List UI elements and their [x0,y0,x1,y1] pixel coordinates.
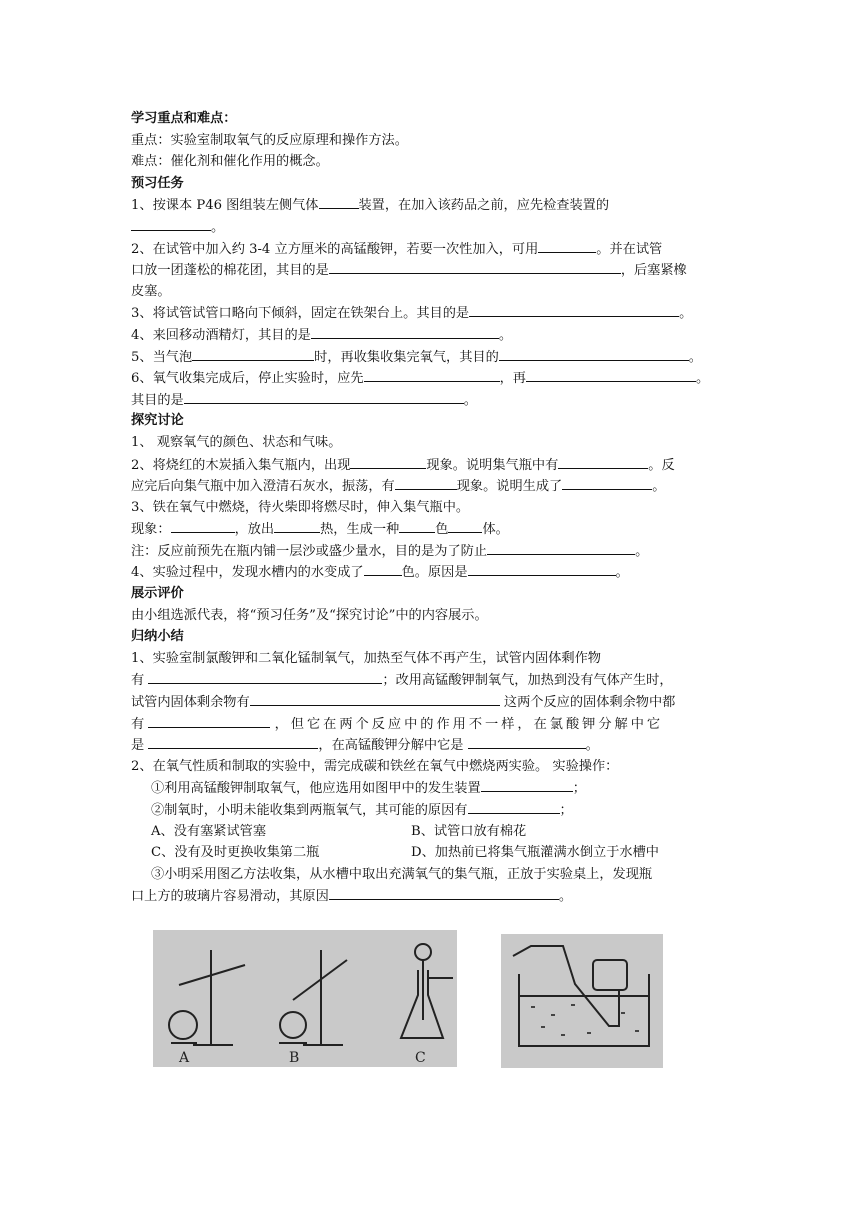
section-key-points: 学习重点和难点： [131,111,237,126]
water-trough-drawing [501,934,663,1068]
blank[interactable] [538,238,596,253]
discussion-1: 1、 观察氧气的颜色、状态和气味。 [131,434,342,450]
preview-2-cont: 口放一团蓬松的棉花团，其目的是 ，后塞紧橡 [131,259,731,281]
discussion-note: 注：反应前预先在瓶内铺一层沙或盛少量水，目的是为了防止 。 [131,540,731,562]
blank[interactable] [329,885,559,900]
summary-1: 1、实验室制氯酸钾和二氧化锰制氧气，加热至气体不再产生，试管内固体剩作物 [131,650,601,666]
blank[interactable] [468,799,560,814]
blank[interactable] [184,389,464,404]
preview-2-end: 皮塞。 [131,283,171,299]
summary-1-cont4: 是 ，在高锰酸钾分解中它是 。 [131,734,731,756]
blank[interactable] [558,454,648,469]
apparatus-drawing [153,930,457,1067]
evaluation-text: 由小组选派代表，将“预习任务”及“探究讨论”中的内容展示。 [131,607,488,623]
discussion-3-phenomenon: 现象： ，放出 热，生成一种 色 体。 [131,518,731,540]
blank[interactable] [399,518,435,533]
summary-2-q1: ①利用高锰酸钾制取氧气，他应选用如图甲中的发生装置 ； [131,777,731,799]
blank[interactable] [148,669,382,684]
difficulty-text: 难点：催化剂和催化作用的概念。 [131,154,329,170]
blank[interactable] [499,346,689,361]
blank[interactable] [481,777,573,792]
option-c[interactable]: C、没有及时更换收集第二瓶 [151,845,320,861]
blank[interactable] [274,518,320,533]
option-a[interactable]: A、没有塞紧试管塞 [151,823,267,839]
preview-6-cont: 其目的是 。 [131,389,731,411]
blank[interactable] [192,346,314,361]
section-discussion: 探究讨论 [131,413,184,429]
blank[interactable] [329,259,621,274]
blank[interactable] [468,734,586,749]
blank[interactable] [250,691,500,706]
preview-3: 3、将试管试管口略向下倾斜，固定在铁架台上。其目的是 。 [131,302,731,324]
summary-2-q2: ②制氧时，小明未能收集到两瓶氧气，其可能的原因有 ； [131,799,731,821]
summary-options-ab [131,821,731,843]
label-b: B [289,1050,300,1066]
section-preview: 预习任务 [131,175,184,191]
discussion-2: 2、将烧红的木炭插入集气瓶内，出现 现象。说明集气瓶中有 。反 [131,454,731,476]
blank[interactable] [395,475,457,490]
blank[interactable] [171,518,235,533]
label-a: A [179,1050,190,1066]
preview-5: 5、当气泡 时，再收集收集完氧气，其目的 。 [131,346,731,368]
discussion-2-cont: 应完后向集气瓶中加入澄清石灰水，振荡，有 现象。说明生成了 。 [131,475,731,497]
worksheet [131,108,731,907]
focus-text: 重点：实验室制取氧气的反应原理和操作方法。 [131,132,408,148]
blank[interactable] [562,475,652,490]
blank[interactable] [311,324,499,339]
blank[interactable] [148,713,270,728]
preview-1: 1、按课本 P46 图组装左侧气体 装置，在加入该药品之前，应先检查装置的 [131,194,731,216]
blank[interactable] [526,367,696,382]
blank[interactable] [364,367,500,382]
blank[interactable] [350,454,426,469]
section-summary: 归纳小结 [131,629,184,645]
label-c: C [415,1050,426,1066]
water-collection-figure [501,934,663,1068]
blank[interactable] [364,561,402,576]
summary-2: 2、在氧气性质和制取的实验中，需完成碳和铁丝在氧气中燃烧两实验。 实验操作： [131,758,619,774]
section-evaluation: 展示评价 [131,586,184,602]
option-b[interactable]: B、试管口放有棉花 [411,823,527,839]
summary-1-cont3: 有 ，但它在两个反应中的作用不一样，在氯酸钾分解中它 [131,713,731,735]
blank[interactable] [448,518,482,533]
preview-4: 4、来回移动酒精灯，其目的是 。 [131,324,731,346]
apparatus-figure-a-b-c [153,930,457,1067]
figures [0,930,860,1070]
option-d[interactable]: D、加热前已将集气瓶灌满水倒立于水槽中 [411,845,659,861]
summary-1-cont2: 试管内固体剩余物有 这两个反应的固体剩余物中都 [131,691,731,713]
blank[interactable] [468,561,616,576]
summary-1-cont: 有 ；改用高锰酸钾制氧气，加热到没有气体产生时， [131,669,731,691]
discussion-3: 3、铁在氧气中燃烧，待火柴即将燃尽时，伸入集气瓶中。 [131,499,470,515]
summary-options-cd [131,842,731,864]
summary-2-q3-cont: 口上方的玻璃片容易滑动，其原因 。 [131,885,731,907]
summary-2-q3: ③小明采用图乙方法收集，从水槽中取出充满氧气的集气瓶，正放于实验桌上，发现瓶 [151,866,653,882]
preview-1-cont: 。 [131,216,731,238]
preview-2: 2、在试管中加入约 3-4 立方厘米的高锰酸钾，若要一次性加入，可用 。并在试管 [131,238,731,260]
blank[interactable] [131,216,211,231]
blank[interactable] [487,540,635,555]
blank[interactable] [319,194,359,209]
blank[interactable] [469,302,679,317]
discussion-4: 4、实验过程中，发现水槽内的水变成了 色。原因是 。 [131,561,731,583]
preview-6: 6、氧气收集完成后，停止实验时，应先 ，再 。 [131,367,731,389]
blank[interactable] [148,734,318,749]
